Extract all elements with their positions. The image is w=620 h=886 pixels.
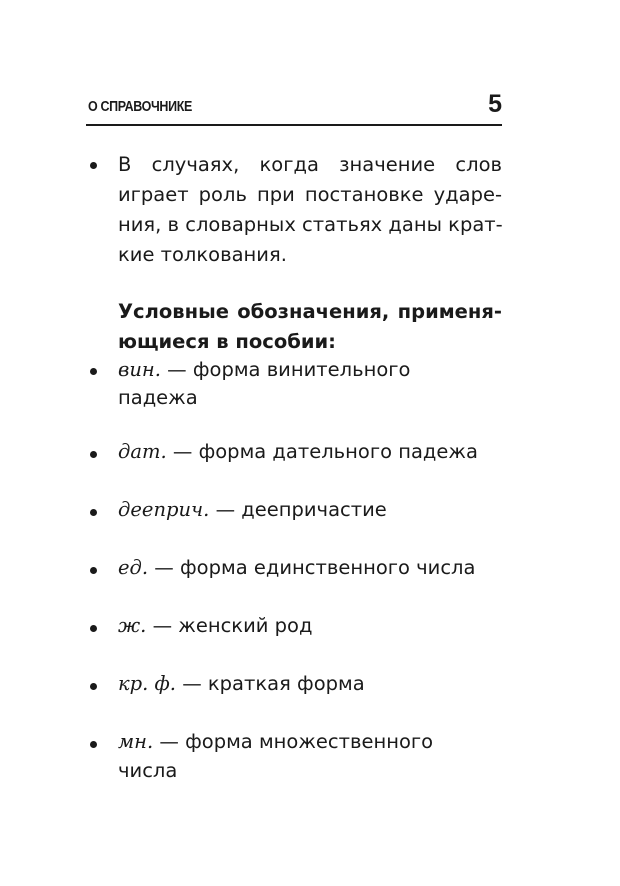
- section-title: О СПРАВОЧНИКЕ: [88, 99, 192, 115]
- running-header: [86, 92, 502, 124]
- page-number: 5: [488, 90, 502, 118]
- legend-bullet-deeprich: [90, 509, 97, 516]
- abbr-dat: дат.: [118, 440, 167, 463]
- legend-bullet-vin: [90, 368, 97, 375]
- intro-line-4: кие толкования.: [118, 243, 287, 266]
- legend-item-dat: [118, 437, 478, 467]
- legend-heading-line-1: Условные обозначения, применя-: [118, 300, 502, 323]
- legend-item-mn-cont: числа: [118, 759, 178, 782]
- abbr-ed: ед.: [118, 556, 149, 579]
- meaning-dat: — форма дательного падежа: [166, 440, 478, 463]
- intro-bullet-marker: [90, 162, 97, 169]
- intro-line-1: В случаях, когда значение слов: [118, 153, 502, 176]
- legend-heading-line-2: ющиеся в пособии:: [118, 330, 336, 353]
- legend-bullet-ed: [90, 567, 97, 574]
- legend-item-vin-cont: падежа: [118, 386, 198, 409]
- abbr-deeprich: деепрuч.: [118, 498, 210, 521]
- meaning-mn: — форма множественного: [153, 730, 434, 753]
- meaning-kr-f: — краткая форма: [176, 672, 365, 695]
- meaning-vin: — форма винительного: [160, 358, 411, 381]
- intro-line-2: играет роль при постановке ударе-: [118, 183, 502, 206]
- legend-item-kr-f: [118, 669, 365, 699]
- legend-item-deeprich: [118, 495, 387, 525]
- meaning-ed: — форма единственного числа: [148, 556, 476, 579]
- meaning-zh: — женский род: [146, 614, 313, 637]
- abbr-mn: мн.: [118, 730, 154, 753]
- legend-item-vin: [118, 355, 410, 385]
- abbr-zh: ж.: [118, 614, 147, 637]
- legend-item-mn: [118, 727, 433, 757]
- legend-bullet-zh: [90, 625, 97, 632]
- legend-bullet-mn: [90, 741, 97, 748]
- abbr-kr-f: кр. ф.: [118, 672, 176, 695]
- legend-bullet-dat: [90, 451, 97, 458]
- intro-line-3: ния, в словарных статьях даны крат-: [118, 213, 503, 236]
- meaning-deeprich: — деепричастие: [209, 498, 387, 521]
- header-rule: [86, 124, 502, 126]
- legend-item-ed: [118, 553, 475, 583]
- legend-item-zh: [118, 611, 312, 641]
- legend-bullet-kr-f: [90, 683, 97, 690]
- abbr-vin: вин.: [118, 358, 161, 381]
